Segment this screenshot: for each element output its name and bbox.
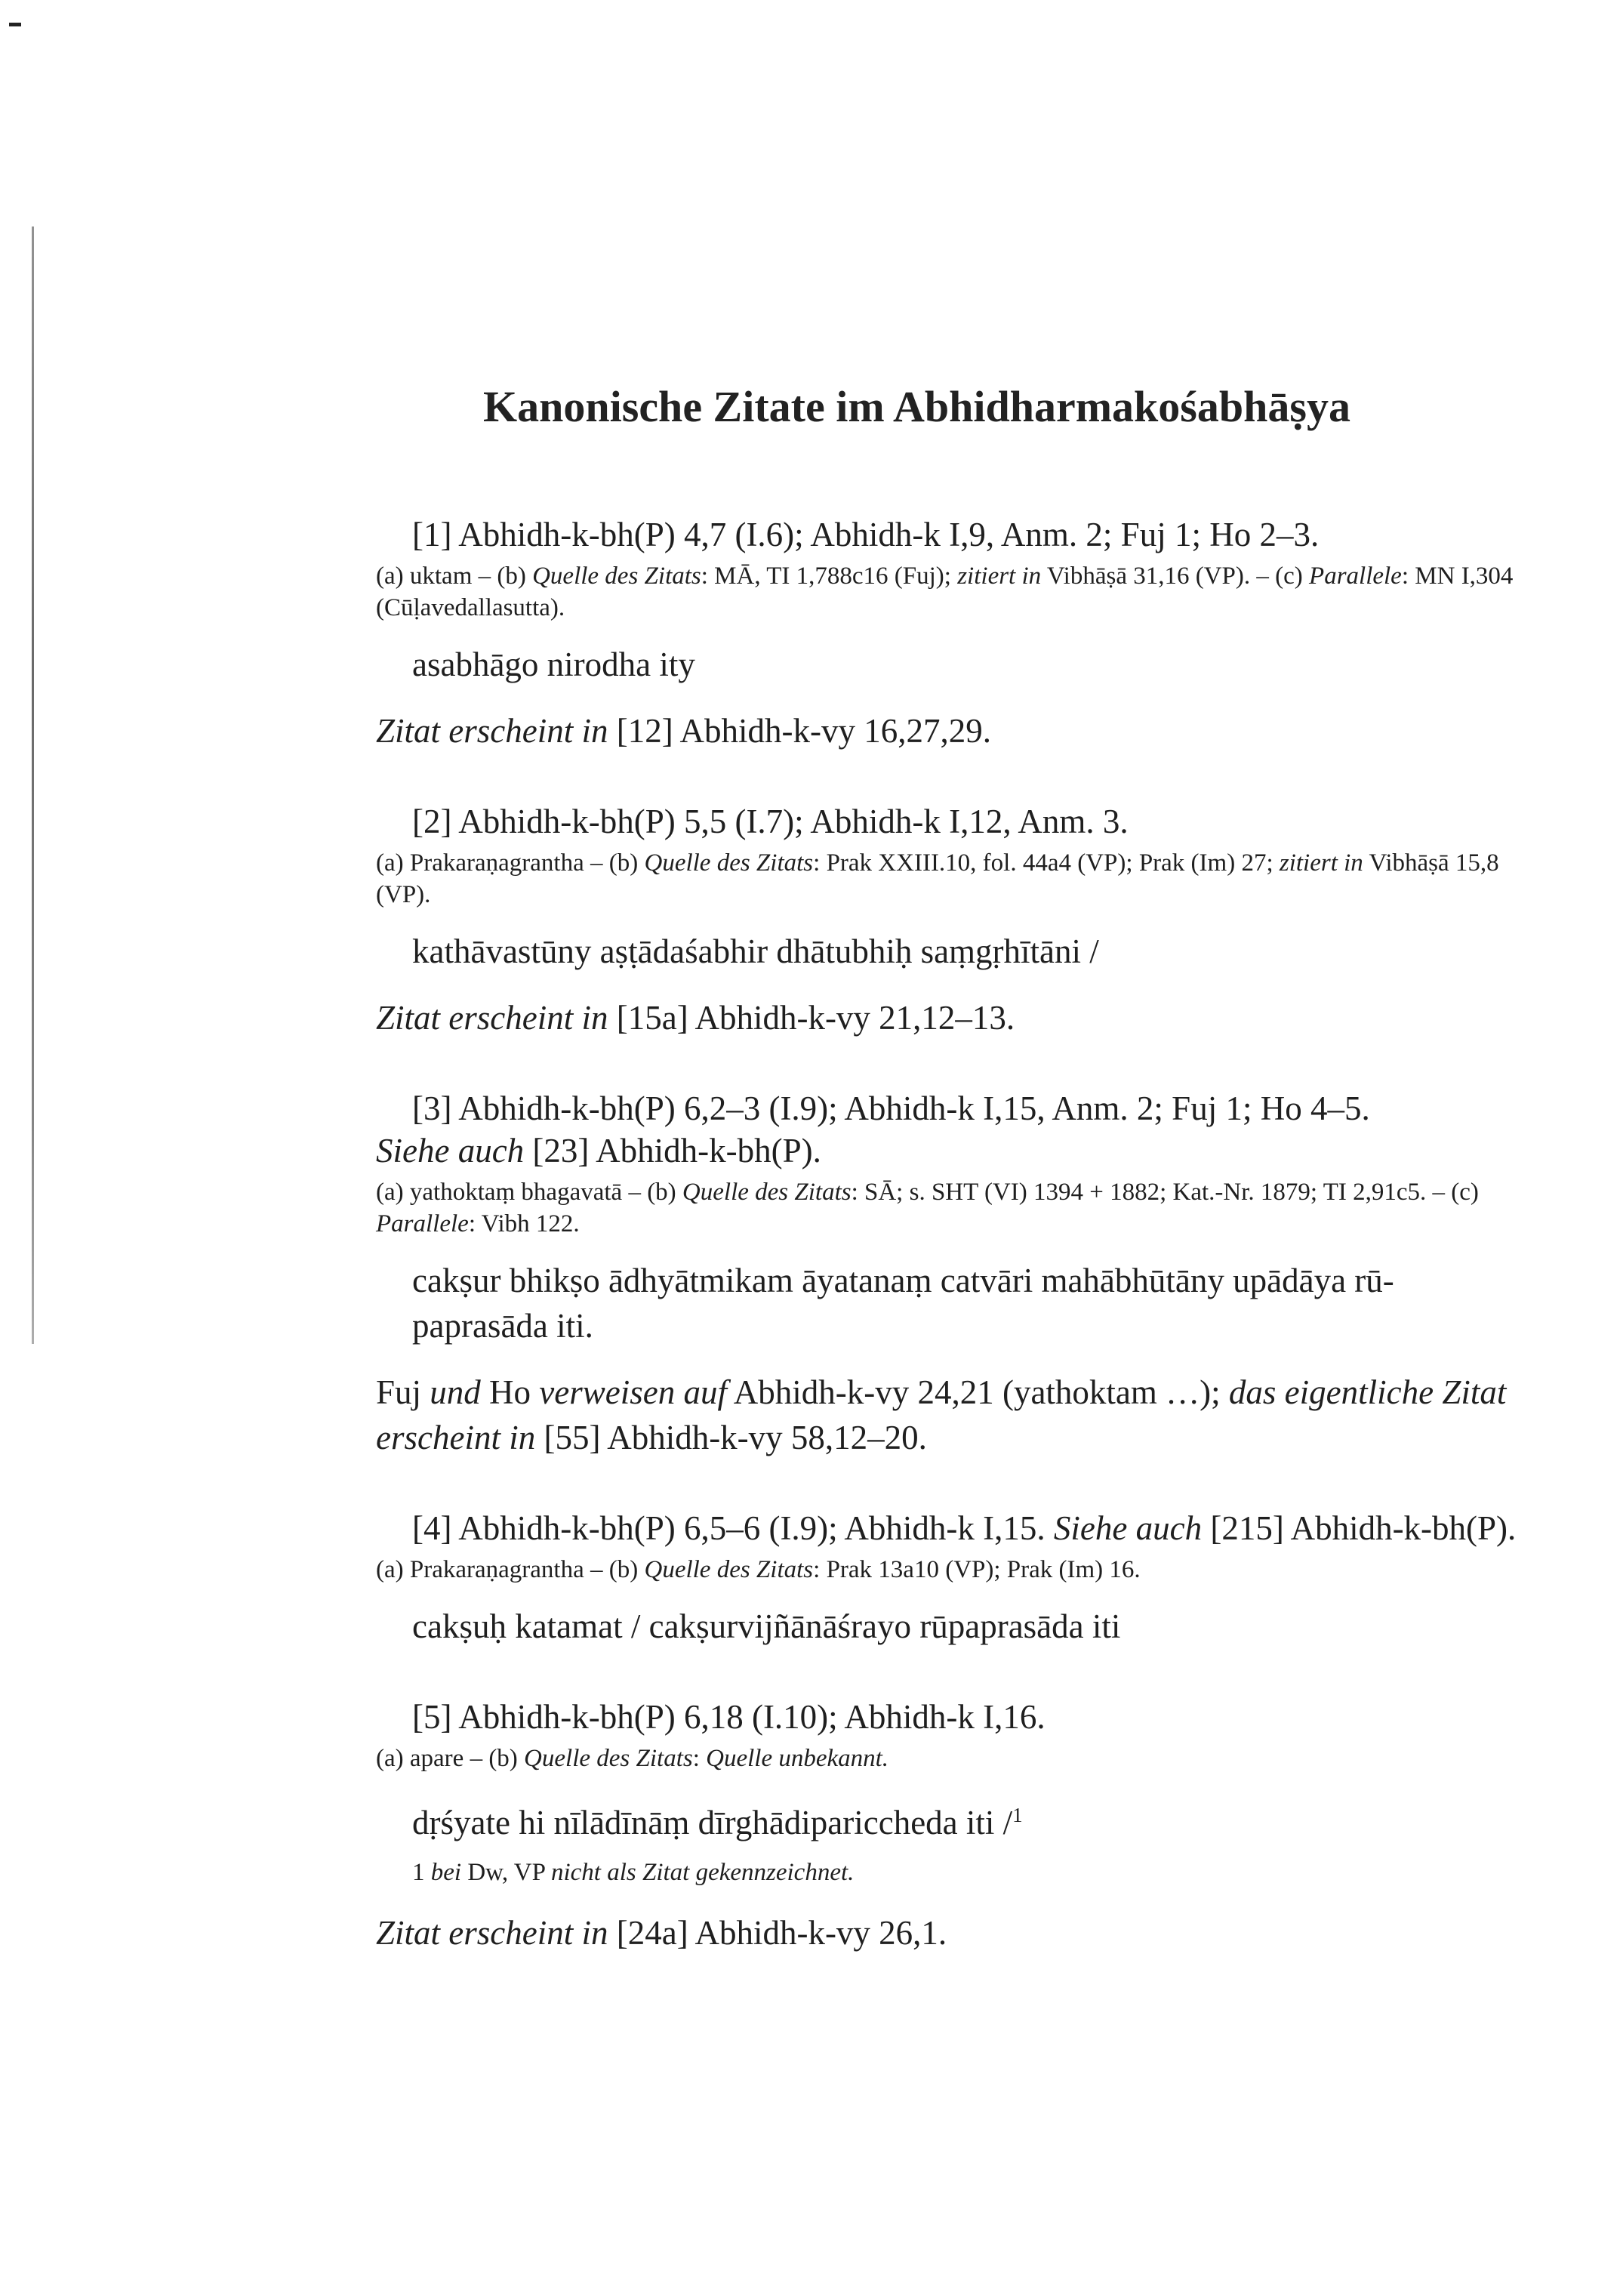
appears-label: Zitat erscheint in bbox=[376, 1914, 608, 1952]
quote-line-1: cakṣur bhikṣo ādhyātmikam āyatanaṃ catvāri mahābhūtāny upādāya rū- bbox=[412, 1262, 1394, 1299]
note-b: (b) bbox=[497, 562, 526, 590]
entry-notes: (a) yathoktaṃ bhagavatā – (b) Quelle des Zitats: SĀ; s. SHT (VI) 1394 + 1882; Kat.-Nr. 1879; TI 2,91c5. – (c) Parallele: Vibh 122. bbox=[376, 1179, 1479, 1237]
note-c: (c) bbox=[1275, 562, 1303, 590]
footnote bbox=[376, 1856, 1548, 1889]
footnote-text: nicht als Zitat gekennzeichnet. bbox=[550, 1859, 855, 1886]
quote-text: kathāvastūny aṣṭādaśabhir dhātubhiḥ saṃgṛhītāni / bbox=[412, 932, 1099, 970]
ref-main: [4] Abhidh-k-bh(P) 6,5–6 (I.9); Abhidh-k I,15. bbox=[412, 1509, 1046, 1547]
parallel-label: Parallele bbox=[1309, 562, 1402, 590]
see-also-label: Siehe auch bbox=[376, 1132, 525, 1170]
appears-text: [24a] Abhidh-k-vy 26,1. bbox=[616, 1914, 947, 1952]
footnote-names: Dw, VP bbox=[467, 1859, 545, 1886]
entry-4 bbox=[376, 1507, 1548, 1649]
refer-ho: Ho bbox=[489, 1373, 531, 1411]
see-also-label: Siehe auch bbox=[1053, 1509, 1203, 1547]
source-label: Quelle des Zitats bbox=[532, 562, 701, 590]
note-b: (b) bbox=[608, 1556, 639, 1583]
refer-target: Abhidh-k-vy 24,21 (yathoktam …); bbox=[733, 1373, 1221, 1411]
refer-verweisen: verweisen auf bbox=[539, 1373, 727, 1411]
refer-final: [55] Abhidh-k-vy 58,12–20. bbox=[544, 1419, 927, 1456]
refer-line bbox=[376, 1370, 1548, 1460]
entry-reference: [3] Abhidh-k-bh(P) 6,2–3 (I.9); Abhidh-k I,15, Anm. 2; Fuj 1; Ho 4–5. bbox=[412, 1089, 1370, 1127]
appears-label: Zitat erscheint in bbox=[376, 999, 608, 1037]
cited-label: zitiert in bbox=[1279, 849, 1363, 877]
source-label: Quelle des Zitats bbox=[644, 1556, 814, 1583]
footnote-number: 1 bbox=[412, 1859, 425, 1886]
entry-notes: (a) Prakaraṇagrantha – (b) Quelle des Zitats: Prak XXIII.10, fol. 44a4 (VP); Prak (Im) 27; zitiert in Vibhāṣā 15,8 (VP). bbox=[376, 849, 1499, 908]
note-b: (b) bbox=[647, 1179, 676, 1206]
entry-notes: (a) uktam – (b) Quelle des Zitats: MĀ, TI 1,788c16 (Fuj); zitiert in Vibhāṣā 31,16 (VP). – (c) Parallele: MN I,304 (Cūḷavedallasutta). bbox=[376, 562, 1514, 621]
source-label: Quelle des Zitats bbox=[524, 1745, 693, 1772]
appears-line bbox=[376, 708, 1548, 754]
cited-text: Vibhāṣā 31,16 (VP). bbox=[1046, 562, 1251, 590]
entry-list bbox=[376, 513, 1548, 2002]
note-b: (b) bbox=[488, 1745, 518, 1772]
source-label: Quelle des Zitats bbox=[644, 849, 814, 877]
appears-line bbox=[376, 995, 1548, 1040]
source-text: Prak 13a10 (VP); Prak (Im) 16. bbox=[826, 1556, 1141, 1583]
entry-5 bbox=[376, 1696, 1548, 1955]
entry-3 bbox=[376, 1087, 1548, 1460]
note-c: (c) bbox=[1451, 1179, 1479, 1206]
cited-text: Vibhāṣā 15,8 (VP). bbox=[376, 849, 1499, 908]
cited-label: zitiert in bbox=[957, 562, 1042, 590]
quote-body: dṛśyate hi nīlādīnāṃ dīrghādiparicchedа iti / bbox=[412, 1804, 1013, 1841]
entry-reference: [1] Abhidh-k-bh(P) 4,7 (I.6); Abhidh-k I,9, Anm. 2; Fuj 1; Ho 2–3. bbox=[412, 516, 1320, 553]
source-text: MĀ, TI 1,788c16 (Fuj); bbox=[714, 562, 951, 590]
note-a: (a) apare bbox=[376, 1745, 464, 1772]
page-title: Kanonische Zitate im Abhidharmakośabhāṣya bbox=[483, 382, 1350, 431]
see-also-text: [23] Abhidh-k-bh(P). bbox=[532, 1132, 821, 1170]
refer-fuj: Fuj bbox=[376, 1373, 422, 1411]
note-a: (a) uktam bbox=[376, 562, 473, 590]
source-label: Quelle des Zitats bbox=[682, 1179, 852, 1206]
appears-label: Zitat erscheint in bbox=[376, 712, 608, 750]
parallel-label: Parallele bbox=[376, 1210, 469, 1237]
entry-reference: [2] Abhidh-k-bh(P) 5,5 (I.7); Abhidh-k I,12, Anm. 3. bbox=[412, 803, 1129, 840]
quote-text bbox=[376, 1258, 1548, 1348]
note-a: (a) Prakaraṇagrantha bbox=[376, 1556, 584, 1583]
footnote-bei: bei bbox=[430, 1859, 462, 1886]
appears-text: [15a] Abhidh-k-vy 21,12–13. bbox=[616, 999, 1015, 1037]
parallel-text: Vibh 122. bbox=[481, 1210, 580, 1237]
quote-text: asabhāgo nirodha ity bbox=[412, 646, 695, 683]
note-a: (a) Prakaraṇagrantha bbox=[376, 849, 584, 877]
scan-mark bbox=[9, 23, 21, 26]
quote-text: cakṣuḥ katamat / cakṣurvijñānāśrayo rūpaprasāda iti bbox=[412, 1607, 1121, 1645]
quote-line-2: paprasāda iti. bbox=[412, 1307, 593, 1345]
refer-und: und bbox=[430, 1373, 481, 1411]
quote-text bbox=[376, 1792, 1548, 1845]
note-a: (a) yathoktaṃ bhagavatā bbox=[376, 1179, 623, 1206]
entry-notes: (a) Prakaraṇagrantha – (b) Quelle des Zitats: Prak 13a10 (VP); Prak (Im) 16. bbox=[376, 1556, 1141, 1583]
source-text: Quelle unbekannt. bbox=[706, 1745, 889, 1772]
refer-eigentlich: das eigentliche Zitat erscheint in bbox=[376, 1373, 1507, 1456]
footnote-marker: 1 bbox=[1012, 1804, 1023, 1826]
entry-see-also bbox=[376, 1130, 1548, 1172]
source-text: Prak XXIII.10, fol. 44a4 (VP); Prak (Im) 27; bbox=[826, 849, 1273, 877]
scan-edge-rule bbox=[32, 227, 34, 1344]
entry-reference bbox=[376, 1507, 1548, 1549]
appears-line bbox=[376, 1910, 1548, 1955]
entry-notes: (a) apare – (b) Quelle des Zitats: Quelle unbekannt. bbox=[376, 1745, 889, 1772]
entry-reference: [5] Abhidh-k-bh(P) 6,18 (I.10); Abhidh-k I,16. bbox=[412, 1698, 1046, 1736]
see-also-text: [215] Abhidh-k-bh(P). bbox=[1210, 1509, 1517, 1547]
entry-2 bbox=[376, 800, 1548, 1040]
note-b: (b) bbox=[608, 849, 639, 877]
entry-1 bbox=[376, 513, 1548, 754]
appears-text: [12] Abhidh-k-vy 16,27,29. bbox=[616, 712, 991, 750]
parallel-text: MN I,304 (Cūḷavedallasutta). bbox=[376, 562, 1514, 621]
source-text: SĀ; s. SHT (VI) 1394 + 1882; Kat.-Nr. 1879; TI 2,91c5. bbox=[864, 1179, 1427, 1206]
